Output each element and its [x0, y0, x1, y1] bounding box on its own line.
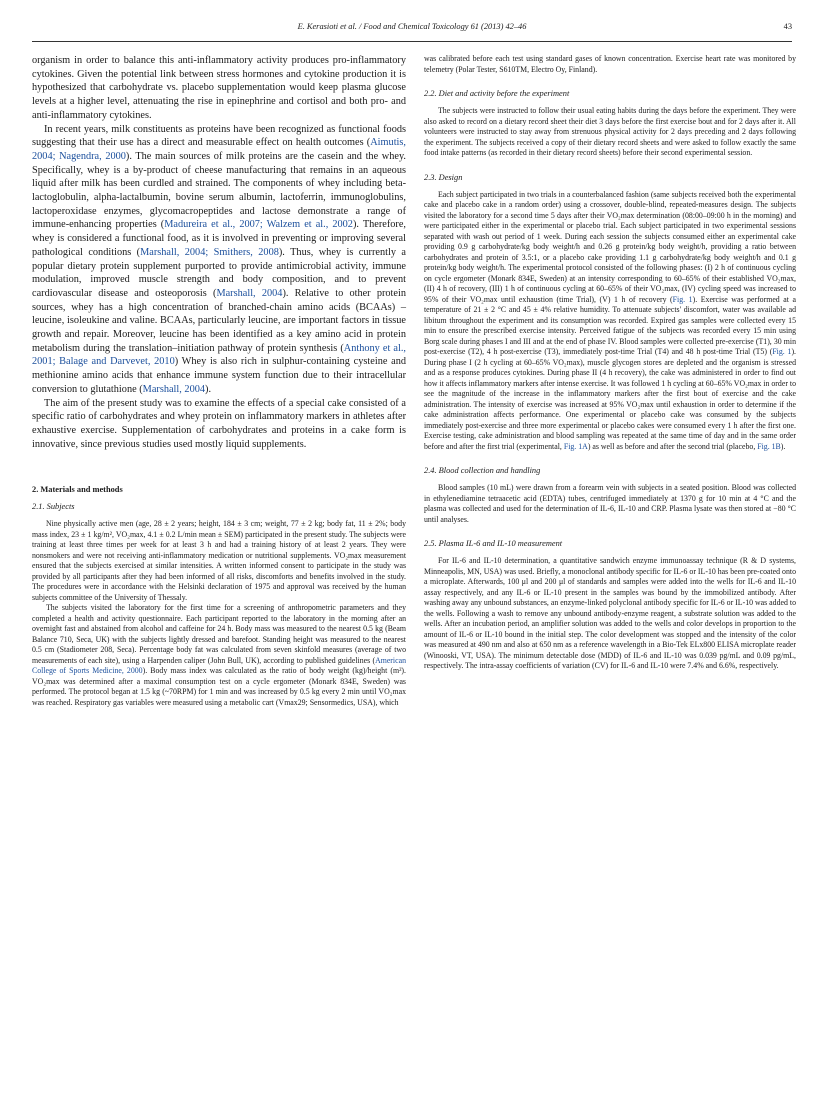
subsection-heading-diet: 2.2. Diet and activity before the experiment [424, 89, 570, 98]
figure-link[interactable]: Fig. 1B [757, 441, 781, 451]
citation-link[interactable]: Anthony et al., 2001; Balage and Darvevet, 2010 [32, 342, 406, 368]
spacer [424, 475, 796, 483]
figure-link[interactable]: Fig. 1 [772, 347, 792, 356]
spacer [424, 548, 796, 556]
text-run: ). Thus, whey is currently a popular dietary protein supplement purported to provide antimicrobial activity, immune modulation, improved muscle strength and body composition, and to prevent cardiovascular disease and osteoporosis ( [32, 246, 406, 299]
header-rule [32, 41, 792, 42]
subsection-heading-blood: 2.4. Blood collection and handling [424, 466, 541, 475]
blood-paragraph: Blood samples (10 mL) were drawn from a forearm vein with subjects in a seated position. Blood was collected in ethylenediamine tetraacetic acid (EDTA) tubes, centrifuged immediately at 1370 g for 10 min at 4 °C and the plasma was collected and used for the determination of IL-6, IL-10 and CRP. Plasma lysate was then stored at −80 °C until analyses. [424, 483, 796, 524]
text-run: ). The main sources of milk proteins are the casein and the whey. Specifically, whey is a by-product of cheese manufacturing that remains in an aqueous liquid after milk has been curdled and strained. The components of whey including beta-lactoglobulin, alpha-lactalbumin, bovine serum albumin, lactoferrin, immunoglobulins, lactoperoxidase enzymes, glycomacropeptides and lactose demonstrate a range of immune-enhancing properties ( [32, 150, 406, 231]
intro-paragraph-2 [32, 123, 406, 397]
spacer [424, 452, 796, 466]
citation-link[interactable]: Marshall, 2004 [142, 383, 206, 395]
subjects-paragraph-2 [32, 603, 406, 708]
right-column [424, 54, 796, 672]
subjects-continued-paragraph: was calibrated before each test using standard gases of known concentration. Exercise heart rate was monitored by telemetry (Polar Tester, S610TM, Electro Oy, Finland). [424, 54, 796, 74]
text-run: ). Exercise was performed at a temperature of 21 ± 2 °C and 45 ± 4% relative humidity. To attenuate subjects' discomfort, water was available ad libitum throughout the experiment and its consumption was recorded. Expired gas samples were collected every 15 min to ensure the prescribed exercise intensity. Perceived fatigue of the subjects was recorded every 15 min using Borg scale during phases I and III and at the end of phase IV. Blood samples were collected pre-exercise (T1), 30 min post-exercise (T2), 4 h post-exercise (T3), immediately post-time Trial (T4) and 48 h post-time Trial (T5) ( [424, 294, 796, 356]
diet-paragraph: The subjects were instructed to follow their usual eating habits during the days before the experiment. They were also asked to record on a dietary record sheet their diet 3 days before the first exercise bout and for 2 days after it. All volunteers were instructed to stay away from strenuous physical activity for 2 days preceding and 2 days following the experiment. The subjects received a copy of their dietary record sheets and were asked to follow exactly the same food intake patterns (as recorded in their dietary record sheets) before their second experimental session. [424, 106, 796, 157]
citation-link[interactable]: American College of Sports Medicine, 2000 [32, 655, 406, 676]
spacer [424, 98, 796, 106]
spacer [424, 525, 796, 539]
intro-paragraph-1: organism in order to balance this anti-inflammatory activity produces pro-inflammatory cytokines. Given the potential link between stress hormones and cytokine production it is hypothesized that carbohydrate vs. placebo supplementation would keep plasma glucose levels at a higher level, attenuating the rise in epinephrine and cortisol and both pro- and anti-inflammatory cytokines. [32, 55, 406, 121]
citation-link[interactable]: Marshall, 2004; Smithers, 2008 [140, 246, 279, 258]
spacer [32, 451, 406, 485]
subjects-paragraph-1: Nine physically active men (age, 28 ± 2 years; height, 184 ± 3 cm; weight, 77 ± 2 kg; body fat, 11 ± 2%; body mass index, 23 ± 1 kg/m², VO₂max, 4.1 ± 0.2 L/min mean ± SEM) participated in the present study. The subjects were training at least three times per week for at least 3 h and had a training history of at least 2 years. They were nonsmokers and were not receiving anti-inflammatory medication or nutritional supplements. VO₂max measurement ensured that the subjects exercised at similar intensities. A written informed consent to participate in the study was provided by all participants after they had been informed of all risks, discomforts and benefits involved in the study. The procedures were in accordance with the Helsinki declaration of 1975 and approval was received by the human subjects committee of the University of Thessaly. [32, 519, 406, 602]
text-run: Each subject participated in two trials in a counterbalanced fashion (same subjects received both the experimental cake and placebo cake in a random order) using a crossover, double-blind, repeated-measures design. The subjects visited the laboratory for a second time 5 days after their VO₂max determination (08:00–09:00 h in the morning) and were participated either in the experimental or placebo trial. Each subject participated in two experimental sessions separated with wash out period of 1 week. During each session the subjects consumed either an experimental cake providing 0.9 g carbohydrate/kg body weight/h and 0.26 g protein/kg body weight/h, providing a ratio between carbohydrates and protein of 3.5:1, or a placebo cake providing 1.1 g carbohydrate/kg body weight/h and 0.1 g protein/kg body weight/h. The experimental protocol consisted of the following phases: (I) 2 h of continuous cycling on cycle ergometer (Monark 834E, Sweden) at an intensity corresponding to 60–65% of their established VO₂max, (II) 4 h of recovery, (III) 1 h of continuous cycling at 60–65% of their VO₂max, (IV) cycling speed was increased to 95% of their VO₂max until exhaustion (time Trial), (V) 1 h of recovery ( [424, 189, 796, 304]
text-run: ). Relative to other protein sources, whey has a high concentration of branched-chain amino acids (BCAAs) – leucine, isoleukine and valine. BCAAs, particularly leucine, are important factors in tissue growth and repair. Moreover, leucine has been identified as a key amino acid in protein metabolism during the translation–initiation pathway of protein synthesis ( [32, 287, 406, 354]
figure-link[interactable]: Fig. 1A [563, 441, 588, 451]
left-column [32, 54, 406, 708]
design-paragraph [424, 190, 796, 453]
text-run: ). [205, 383, 212, 395]
figure-link[interactable]: Fig. 1 [672, 294, 693, 304]
spacer [32, 494, 406, 502]
subsection-heading-subjects: 2.1. Subjects [32, 502, 75, 512]
il6-il10-paragraph: For IL-6 and IL-10 determination, a quantitative sandwich enzyme immunoassay technique (R & D systems, Minneapolis, MN, USA) was used. Briefly, a monoclonal antibody specific for IL-6 or IL-10 has been pre-coated onto a microplate. Afterwards, 100 μl and 200 μl of standards and samples were added into the wells for IL-6 and IL-10 assay respectively, and any IL-6 or IL-10 present in the samples was bound by the immobilized antibody. After washing away any unbound substances, an enzyme-linked polyclonal antibody specific for IL-6 or IL-10 was added to the wells. Following a wash to remove any unbound antibody-enzyme reagent, a substrate solution was added to the wells. After an incubation period, an amplifier solution was added to the wells and color develops in proportion to the amount of IL-6 or IL-10 bound in the initial step. The color development was stopped and the intensity of the color was measured at 490 nm and also at 650 nm as a reference wavelength in a Bio-Tek ELx800 ELISA microplate reader (Winooski, VT, USA). The minimum detectable dose (MDD) of IL-6 and IL-10 was 0.039 pg/mL and 0.09 pg/mL, respectively. The intra-assay coefficients of variation (CV) for IL-6 and IL-10 were 7.4% and 6.6%, respectively. [424, 556, 796, 670]
text-run: ). [780, 441, 786, 451]
page-number: 43 [783, 22, 792, 31]
spacer [424, 159, 796, 173]
section-heading-materials-methods: 2. Materials and methods [32, 485, 123, 495]
subsection-heading-design: 2.3. Design [424, 172, 463, 182]
text-run: In recent years, milk constituents as proteins have been recognized as functional foods suggesting that their use has a direct and measurable effect on health outcomes ( [32, 123, 406, 149]
intro-paragraph-3: The aim of the present study was to examine the effects of a special cake consisted of a specific ratio of carbohydrates and whey protein on inflammatory markers in athletes after exhaustive exercise. Supplementation of carbohydrates and proteins in a cake form is innovative, since previous studies used mostly liquid supplements. [32, 397, 406, 450]
citation-link[interactable]: Madureira et al., 2007; Walzem et al., 2002 [164, 219, 353, 231]
text-run: ). During phase I (2 h cycling at 60–65% VO₂max), muscle glycogen stores are depleted and the organism is stressed and as a response produces cytokines. During phase II (4 h recovery), the cake was administered in order to find out how it affects inflammatory markers after intense exercise. It was followed 1 h cycling at 60–65% VO₂max in order to see the magnitude of the increase in the inflammatory markers after the first bout of exercise and the cake administration. The intensity of exercise was increased at 95% VO₂max until exhaustion in order to determine if the cake administration affects performance. One experimental or placebo cake was consumed by the subjects immediately post-exercise and three more experimental or placebo cakes were consumed every 1 h after the first one. Exercise testing, cake administration and blood sampling was repeated at the same time of day and in the same order before and after the first trial (experimental, [424, 347, 797, 451]
running-title: E. Kerasioti et al. / Food and Chemical Toxicology 61 (2013) 42–46 [297, 22, 527, 31]
text-run: ) Whey is also rich in sulphur-containing cysteine and methionine amino acids that enhance immune system function due to their intracellular conversion to glutathione ( [32, 356, 407, 395]
subsection-heading-il6-il10: 2.5. Plasma IL-6 and IL-10 measurement [424, 539, 563, 548]
spacer [424, 182, 796, 190]
spacer [32, 511, 406, 519]
spacer [424, 75, 796, 89]
text-run: ) as well as before and after the second trial (placebo, [587, 441, 758, 451]
citation-link[interactable]: Marshall, 2004 [216, 287, 283, 299]
citation-link[interactable]: Aimutis, 2004; Nagendra, 2000 [32, 137, 406, 162]
text-run: The subjects visited the laboratory for the first time for a screening of anthropometric parameters and they completed a health and activity questionnaire. Each participant reported to the laboratory in the morning after an overnight fast and abstained from alcohol and caffeine for 24 h. Body mass was measured to the nearest 0.5 kg (Beam Balance 710, Seca, UK) with the subjects lightly dressed and barefoot. Standing height was measured to the nearest 0.5 cm (Stadiometer 208, Seca). Percentage body fat was calculated from seven skinfold measures (average of two measurements of each site), using a Harpenden caliper (John Bull, UK), according to published guidelines ( [32, 603, 406, 665]
running-header [32, 22, 792, 38]
text-run: ). Body mass index was calculated as the ratio of body weight (kg)/height (m²). VO₂max was determined after a maximal consumption test on a cycle ergometer (Monark 834E, Sweden) was performed. The protocol began at 1.5 kg (~70RPM) for 1 min and was increased by 0.5 kg every 2 min until VO₂max was reached. Respiratory gas variables were measured using a metabolic cart (Vmax29; Sensormedics, USA), which [32, 666, 406, 707]
text-run: ). Therefore, whey is considered a functional food, as it is involved in preventing or improving several pathological conditions ( [32, 219, 406, 258]
